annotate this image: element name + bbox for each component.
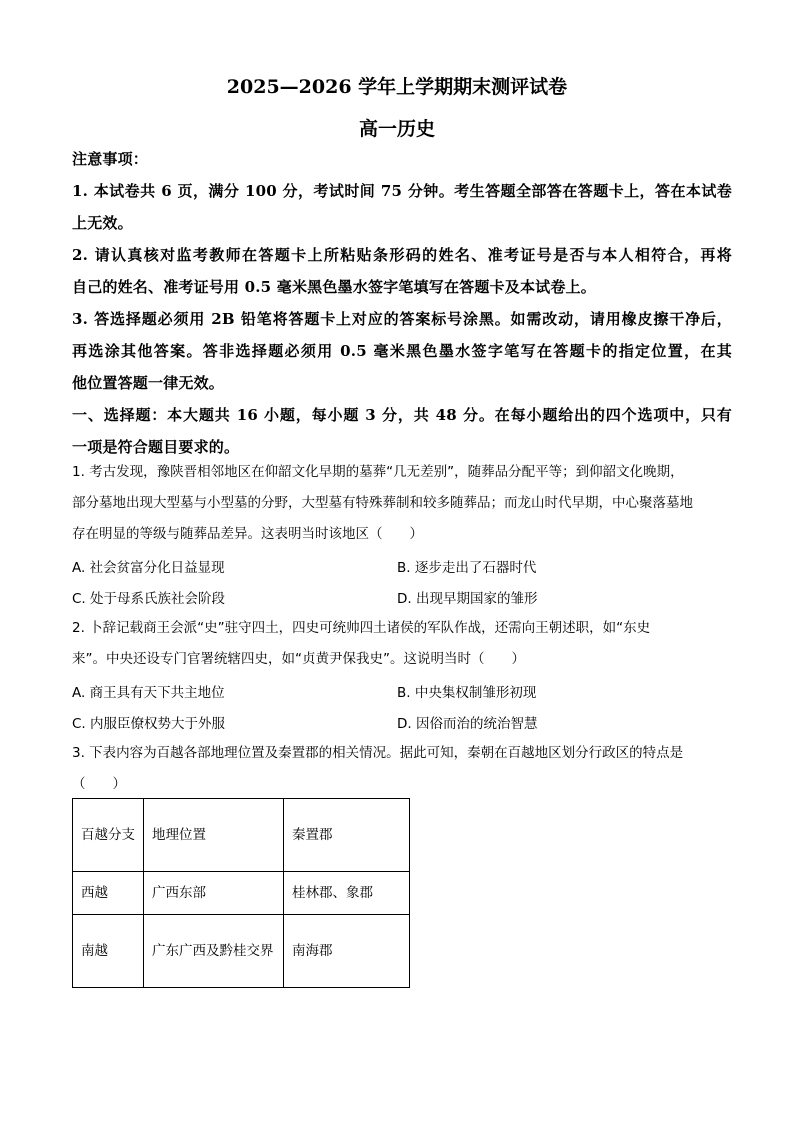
question-1-line-3: 存在明显的等级与随葬品差异。这表明当时该地区（ ）	[72, 526, 423, 542]
notice-item-2-line-2: 自己的姓名、准考证号用 0.5 毫米黑色墨水签字笔填写在答题卡及本试卷上。	[72, 278, 596, 296]
notice-item-3-line-3: 他位置答题一律无效。	[72, 374, 225, 392]
notice-item-1-line-1: 1. 本试卷共 6 页，满分 100 分，考试时间 75 分钟。考生答题全部答在答题卡上，答在本试卷	[72, 182, 732, 200]
section-heading-line-1: 一、选择题：本大题共 16 小题，每小题 3 分，共 48 分。在每小题给出的四个选项中，只有	[72, 406, 732, 424]
table-header-cell: 秦置郡	[284, 799, 410, 872]
q1-option-b[interactable]: B. 逐步走出了石器时代	[397, 560, 537, 576]
q2-option-a[interactable]: A. 商王具有天下共主地位	[72, 685, 225, 701]
table-header-cell: 地理位置	[144, 799, 284, 872]
question-3-line-2: （ ）	[72, 776, 126, 792]
notice-item-2-line-1: 2. 请认真核对监考教师在答题卡上所粘贴条形码的姓名、准考证号是否与本人相符合，再将	[72, 246, 732, 264]
question-3-line-1: 3. 下表内容为百越各部地理位置及秦置郡的相关情况。据此可知，秦朝在百越地区划分行政区的特点是	[72, 745, 684, 761]
q1-option-c[interactable]: C. 处于母系氏族社会阶段	[72, 591, 226, 607]
table-cell: 桂林郡、象郡	[284, 872, 410, 915]
q1-option-d[interactable]: D. 出现早期国家的雏形	[397, 591, 538, 607]
notice-heading: 注意事项：	[72, 150, 149, 168]
notice-block	[72, 143, 732, 463]
table-cell: 南海郡	[284, 915, 410, 988]
question-1	[72, 457, 732, 550]
table-cell: 广东广西及黔桂交界	[144, 915, 284, 988]
q2-option-d[interactable]: D. 因俗而治的统治智慧	[397, 716, 538, 732]
question-2-line-1: 2. 卜辞记载商王会派“史”驻守四土，四史可统帅四土诸侯的军队作战，还需向王朝述职，如“东史	[72, 620, 651, 636]
table-row	[73, 872, 410, 915]
exam-title: 2025—2026 学年上学期期末测评试卷	[226, 76, 568, 98]
q2-option-b[interactable]: B. 中央集权制雏形初现	[397, 685, 537, 701]
notice-item-3-line-1: 3. 答选择题必须用 2B 铅笔将答题卡上对应的答案标号涂黑。如需改动，请用橡皮擦干净后，	[72, 310, 732, 328]
exam-subject: 高一历史	[358, 118, 435, 140]
section-heading-line-2: 一项是符合题目要求的。	[72, 438, 240, 456]
notice-item-3-line-2: 再选涂其他答案。答非选择题必须用 0.5 毫米黑色墨水签字笔写在答题卡的指定位置，在其	[72, 342, 732, 360]
question-1-line-2: 部分墓地出现大型墓与小型墓的分野，大型墓有特殊葬制和较多随葬品；而龙山时代早期，中心聚落墓地	[72, 495, 693, 511]
question-2	[72, 613, 732, 675]
q1-option-a[interactable]: A. 社会贫富分化日益显现	[72, 560, 225, 576]
q2-option-c[interactable]: C. 内服臣僚权势大于外服	[72, 716, 226, 732]
question-3	[72, 738, 732, 800]
table-header-row	[73, 799, 410, 872]
table-cell: 西越	[73, 872, 144, 915]
notice-item-1-line-2: 上无效。	[72, 214, 133, 232]
question-1-line-1: 1. 考古发现，豫陕晋相邻地区在仰韶文化早期的墓葬“几无差别”，随葬品分配平等；到仰韶文化晚期，	[72, 464, 684, 480]
baiyue-table	[72, 798, 410, 988]
table-row	[73, 915, 410, 988]
table-cell: 南越	[73, 915, 144, 988]
question-2-line-2: 来”。中央还设专门官署统辖四史，如“贞黄尹保我史”。这说明当时（ ）	[72, 651, 525, 667]
table-header-cell: 百越分支	[73, 799, 144, 872]
table-cell: 广西东部	[144, 872, 284, 915]
